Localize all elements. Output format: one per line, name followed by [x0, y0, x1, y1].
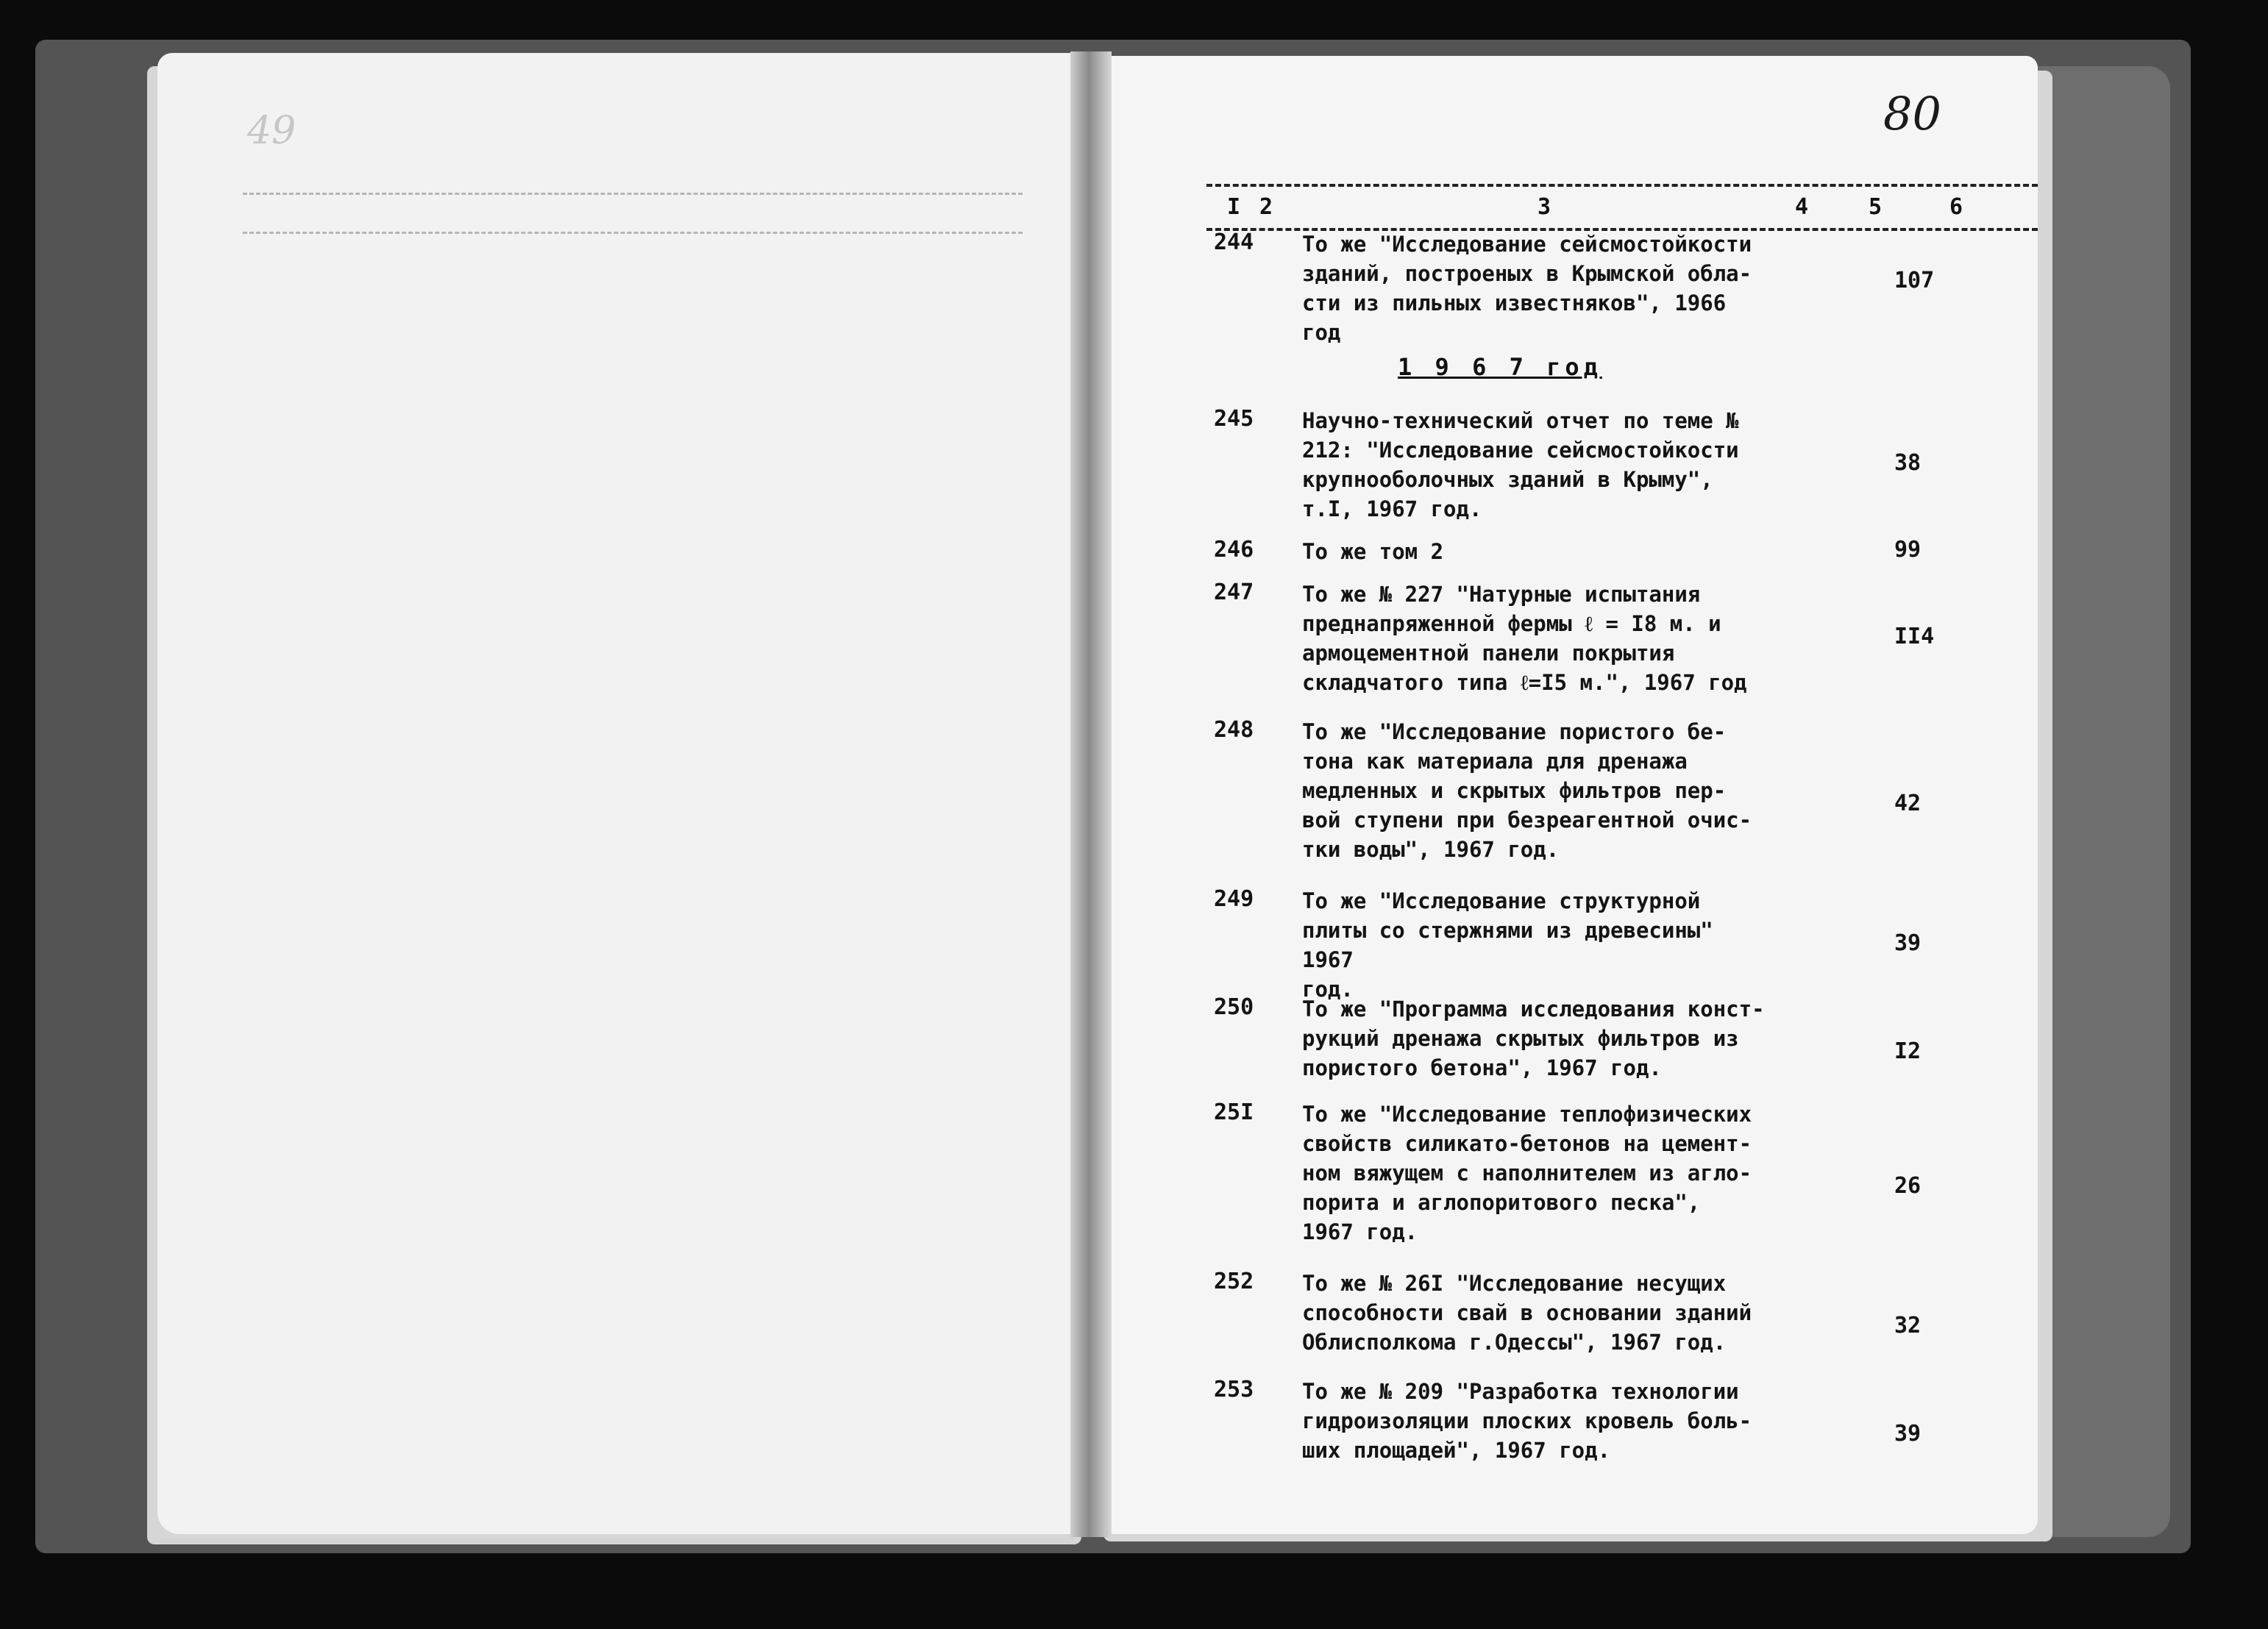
entry-line: крупнооболочных зданий в Крыму", — [1302, 467, 1713, 492]
entry-page: 39 — [1894, 930, 1922, 956]
entry-number: 250 — [1214, 994, 1254, 1020]
entry-line: зданий, построеных в Крымской обла- — [1302, 261, 1752, 286]
entry-line: тки воды", 1967 год. — [1302, 837, 1560, 862]
header-col-3: 3 — [1538, 194, 1551, 220]
entry-number: 244 — [1214, 229, 1254, 255]
header-col-2: 2 — [1259, 194, 1273, 220]
entry-page: 26 — [1894, 1173, 1922, 1199]
entry-line: сти из пильных известняков", 1966 год — [1302, 290, 1727, 345]
entry-number: 248 — [1214, 717, 1254, 743]
entry-line: Научно-технический отчет по теме № — [1302, 408, 1739, 433]
entry-number: 25I — [1214, 1099, 1254, 1125]
entry-line: армоцементной панели покрытия — [1302, 641, 1675, 666]
header-col-1: I — [1227, 194, 1241, 220]
entry-line: То же № 227 "Натурные испытания — [1302, 582, 1701, 607]
entry-line: свойств силикато-бетонов на цемент- — [1302, 1131, 1752, 1156]
entry-page: 32 — [1894, 1313, 1922, 1339]
entry-line: То же "Исследование пористого бе- — [1302, 719, 1727, 744]
entry-line: медленных и скрытых фильтров пер- — [1302, 778, 1727, 803]
header-col-6: 6 — [1949, 194, 1963, 220]
entry-page: II4 — [1894, 624, 1935, 649]
entry-number: 253 — [1214, 1377, 1254, 1402]
entry-line: складчатого типа ℓ=I5 м.", 1967 год — [1302, 670, 1747, 695]
entry-number: 245 — [1214, 406, 1254, 432]
entry-line: 1967 год. — [1302, 1219, 1418, 1244]
entry-line: способности свай в основании зданий — [1302, 1300, 1752, 1325]
entry-number: 246 — [1214, 537, 1254, 563]
entry-line: пористого бетона", 1967 год. — [1302, 1055, 1662, 1080]
entry-line: То же "Исследование сейсмостойкости — [1302, 232, 1752, 257]
entry-line: тона как материала для дренажа — [1302, 749, 1688, 774]
entry-number: 249 — [1214, 886, 1254, 912]
header-col-4: 4 — [1795, 194, 1809, 220]
entry-line: преднапряженной фермы ℓ = I8 м. и — [1302, 611, 1721, 636]
entry-page: 42 — [1894, 791, 1922, 816]
left-page-bleedthrough-text — [221, 147, 1037, 1508]
entry-line: То же № 26I "Исследование несущих — [1302, 1271, 1727, 1296]
entry-line: То же № 209 "Разработка технологии — [1302, 1379, 1739, 1404]
entry-text — [1302, 717, 1773, 864]
entry-line: То же "Программа исследования конст- — [1302, 997, 1765, 1022]
entry-text — [1302, 1099, 1773, 1247]
entry-page: 39 — [1894, 1421, 1922, 1447]
entry-line: порита и аглопоритового песка", — [1302, 1190, 1701, 1215]
entry-line: ном вяжущем с наполнителем из аглo- — [1302, 1161, 1752, 1186]
entry-text — [1302, 1377, 1773, 1465]
entry-number: 252 — [1214, 1269, 1254, 1294]
entry-page: 99 — [1894, 537, 1922, 563]
entry-line: год. — [1302, 977, 1354, 1002]
entry-text — [1302, 537, 1773, 566]
table-header — [1206, 184, 2038, 231]
entry-line: гидроизоляции плоских кровель боль- — [1302, 1408, 1752, 1433]
entry-text — [1302, 886, 1773, 1004]
entry-line: То же "Исследование структурной — [1302, 888, 1701, 913]
entry-line: рукций дренажа скрытых фильтров из — [1302, 1026, 1739, 1051]
entry-text — [1302, 229, 1773, 347]
entry-line: плиты со стержнями из древесины" 1967 — [1302, 918, 1713, 972]
entry-page: 107 — [1894, 268, 1935, 293]
left-page-number-mark: 49 — [247, 109, 296, 153]
entry-page: 38 — [1894, 450, 1922, 476]
entry-text — [1302, 580, 1773, 697]
entry-text — [1302, 406, 1773, 524]
entry-number: 247 — [1214, 580, 1254, 605]
page-number-mark: 80 — [1883, 87, 1941, 140]
year-heading: 1 9 6 7 год — [1398, 353, 1602, 381]
entry-text — [1302, 994, 1773, 1083]
entry-line: т.I, 1967 год. — [1302, 496, 1482, 521]
entry-line: вой ступени при безреагентной очис- — [1302, 808, 1752, 833]
entry-line: ших площадей", 1967 год. — [1302, 1438, 1611, 1463]
entry-line: То же "Исследование теплофизических — [1302, 1102, 1752, 1127]
entry-line: Облисполкома г.Одессы", 1967 год. — [1302, 1330, 1727, 1355]
entry-page: I2 — [1894, 1038, 1922, 1064]
entry-line: 212: "Исследование сейсмостойкости — [1302, 438, 1739, 463]
book-gutter — [1070, 51, 1112, 1537]
entry-line: То же том 2 — [1302, 539, 1444, 564]
entry-text — [1302, 1269, 1773, 1357]
header-col-5: 5 — [1869, 194, 1883, 220]
